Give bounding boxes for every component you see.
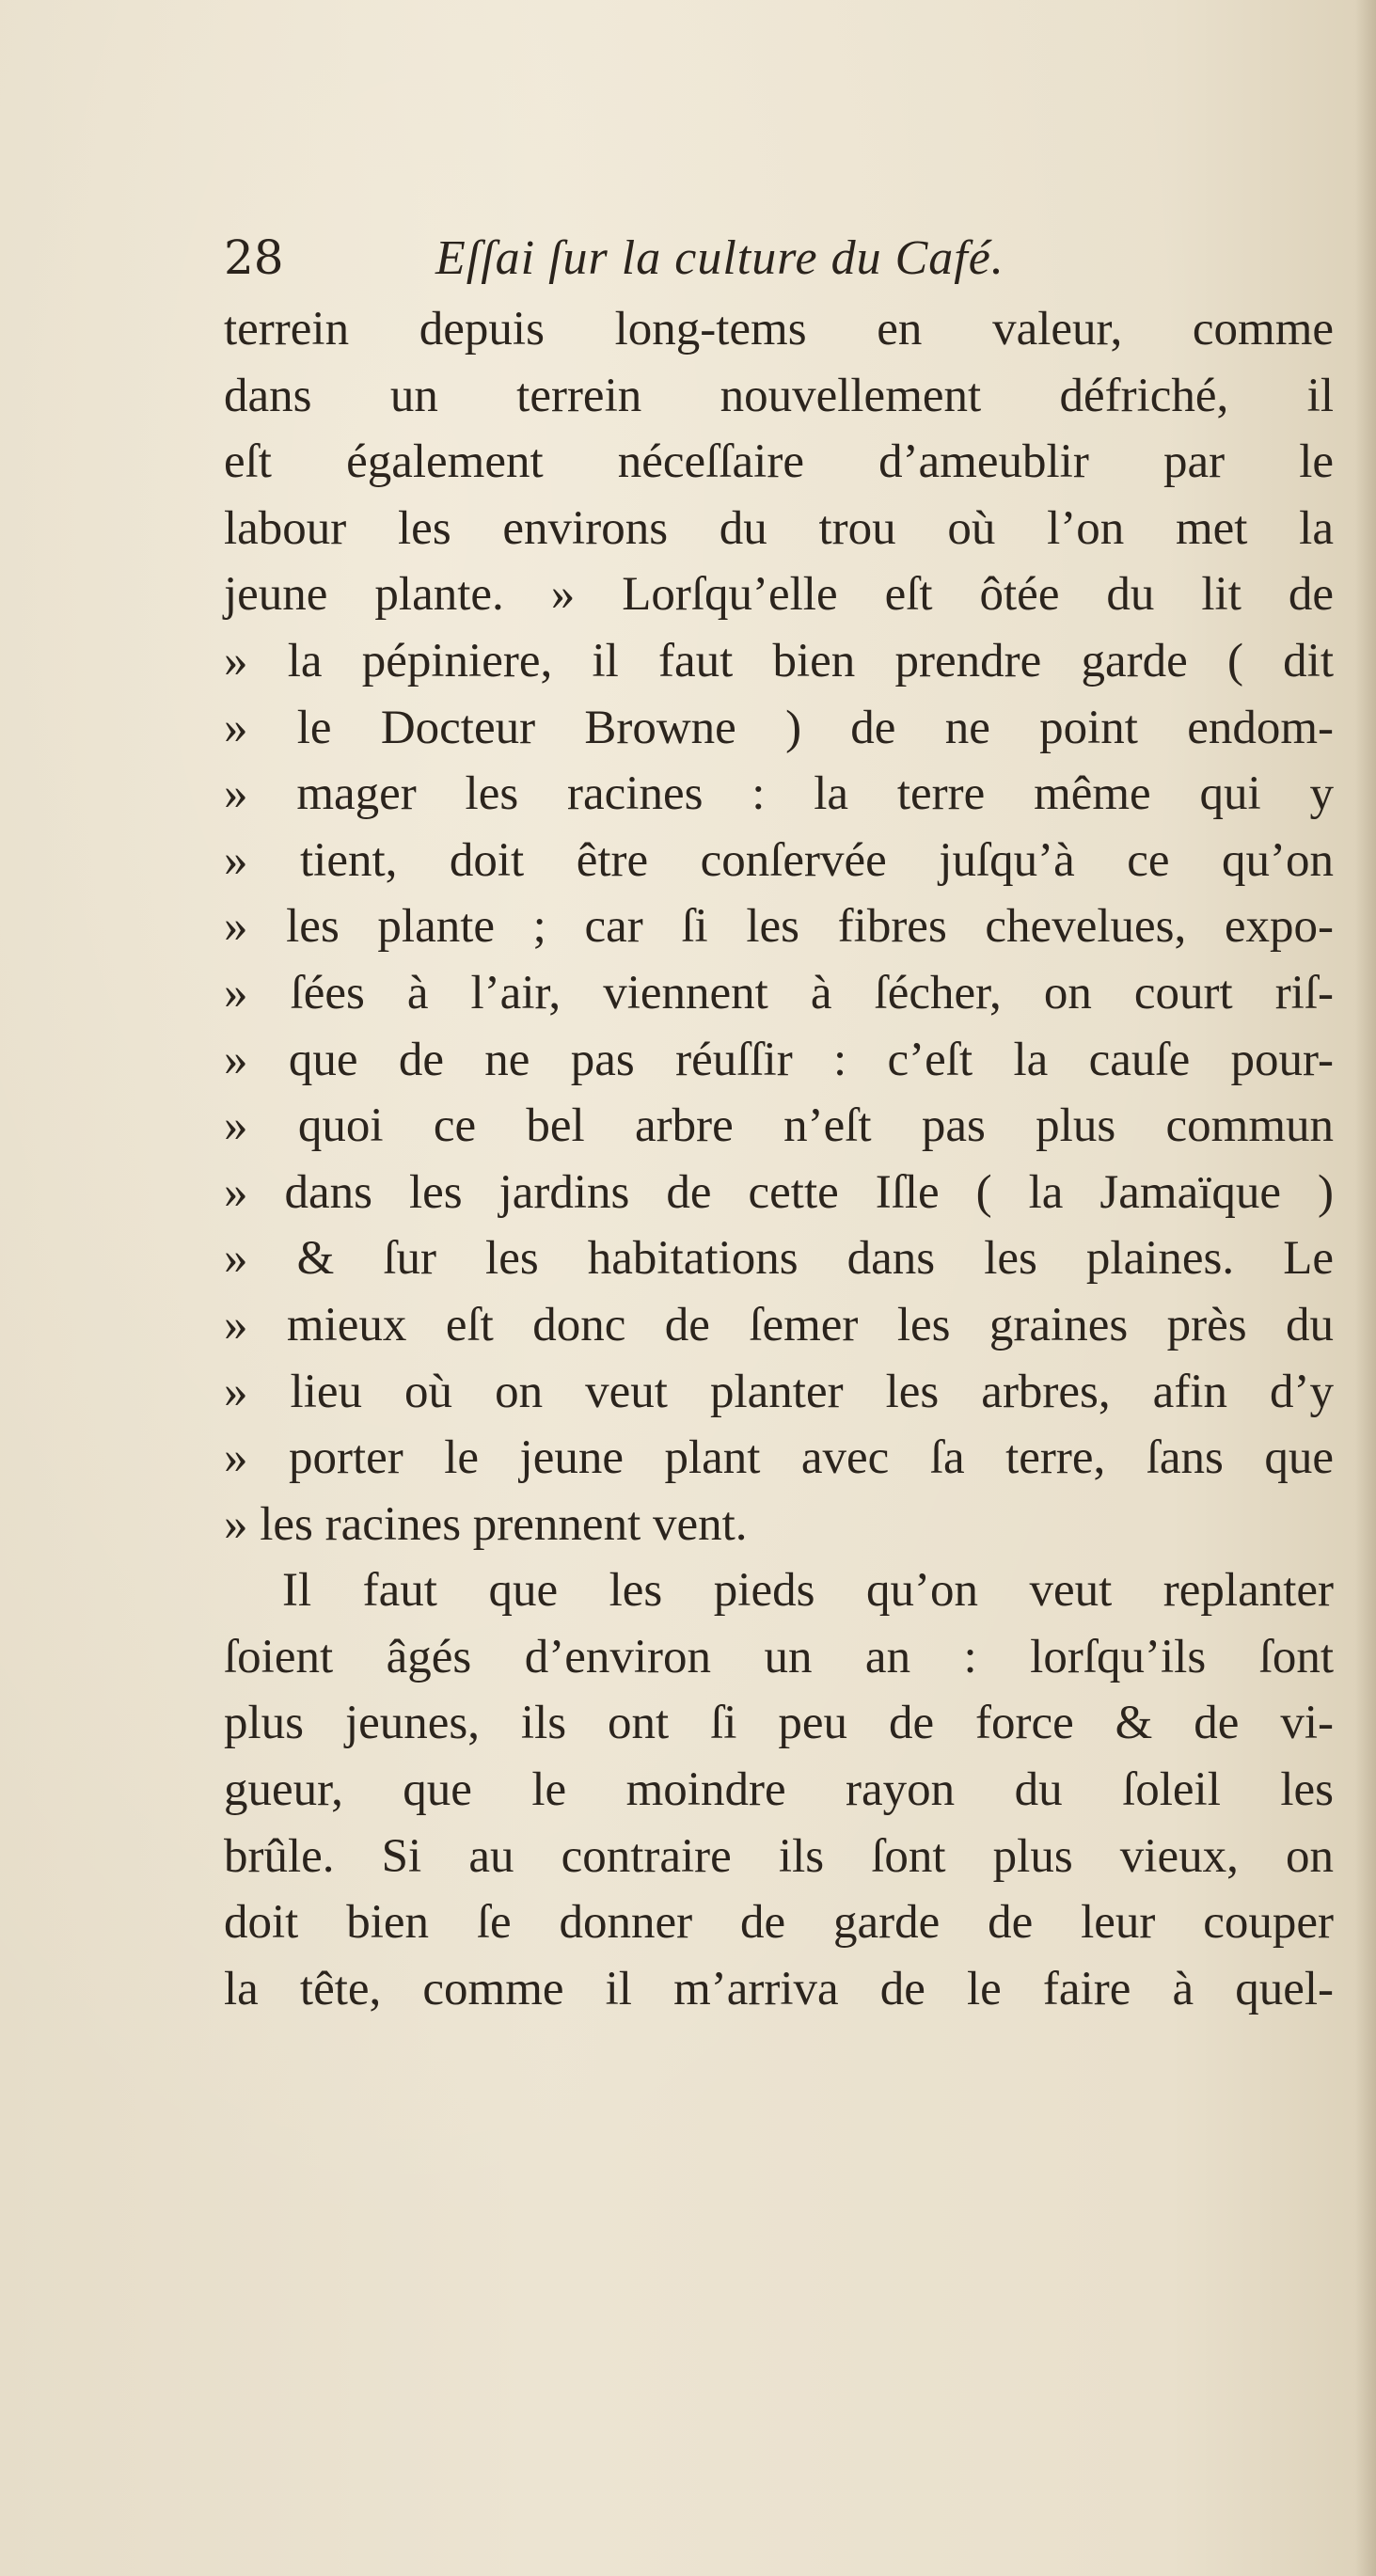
text-line: jeune plante. » Lorſqu’elle eſt ôtée du lit de <box>224 568 1334 622</box>
text-line: terrein depuis long-tems en valeur, comme <box>224 303 1334 356</box>
text-line: Il faut que les pieds qu’on veut replanter <box>282 1564 1334 1618</box>
text-line: brûle. Si au contraire ils ſont plus vieux, on <box>224 1829 1334 1883</box>
text-line: doit bien ſe donner de garde de leur couper <box>224 1896 1334 1950</box>
text-line: » quoi ce bel arbre n’eſt pas plus commun <box>224 1099 1334 1153</box>
text-line: gueur, que le moindre rayon du ſoleil les <box>224 1763 1334 1817</box>
text-line: » les racines prennent vent. <box>224 1497 748 1551</box>
running-title: Eſſai ſur la culture du Café. <box>435 231 1004 285</box>
page-edge-shadow <box>1355 0 1376 2576</box>
text-line: » le Docteur Browne ) de ne point endom- <box>224 701 1334 754</box>
text-line: » tient, doit être conſervée juſqu’à ce qu’on <box>224 833 1334 887</box>
text-line: » ſées à l’air, viennent à ſécher, on court riſ- <box>224 966 1334 1019</box>
text-line: » que de ne pas réuſſir : c’eſt la cauſe pour- <box>224 1033 1334 1086</box>
text-line: dans un terrein nouvellement défriché, il <box>224 369 1334 422</box>
body-text <box>224 296 1334 2022</box>
text-line: la tête, comme il m’arriva de le faire à quel- <box>224 1962 1334 2015</box>
page-header <box>224 230 1315 306</box>
text-line: » lieu où on veut planter les arbres, afin d’y <box>224 1365 1334 1418</box>
text-line: » & ſur les habitations dans les plaines. Le <box>224 1232 1334 1286</box>
text-line: » les plante ; car ſi les fibres chevelues, expo- <box>224 900 1334 954</box>
page-number: 28 <box>224 230 284 285</box>
text-line: plus jeunes, ils ont ſi peu de force & de vi- <box>224 1697 1334 1750</box>
text-line: ſoient âgés d’environ un an : lorſqu’ils ſont <box>224 1630 1334 1683</box>
text-line: » dans les jardins de cette Iſle ( la Jamaïque ) <box>224 1165 1334 1219</box>
text-line: eſt également néceſſaire d’ameublir par le <box>224 435 1334 489</box>
text-line: » porter le jeune plant avec ſa terre, ſans que <box>224 1431 1334 1485</box>
text-line: labour les environs du trou où l’on met la <box>224 501 1334 555</box>
text-line: » la pépiniere, il faut bien prendre garde ( dit <box>224 634 1334 687</box>
text-line: » mager les racines : la terre même qui y <box>224 767 1334 821</box>
text-line: » mieux eſt donc de ſemer les graines près du <box>224 1298 1334 1351</box>
